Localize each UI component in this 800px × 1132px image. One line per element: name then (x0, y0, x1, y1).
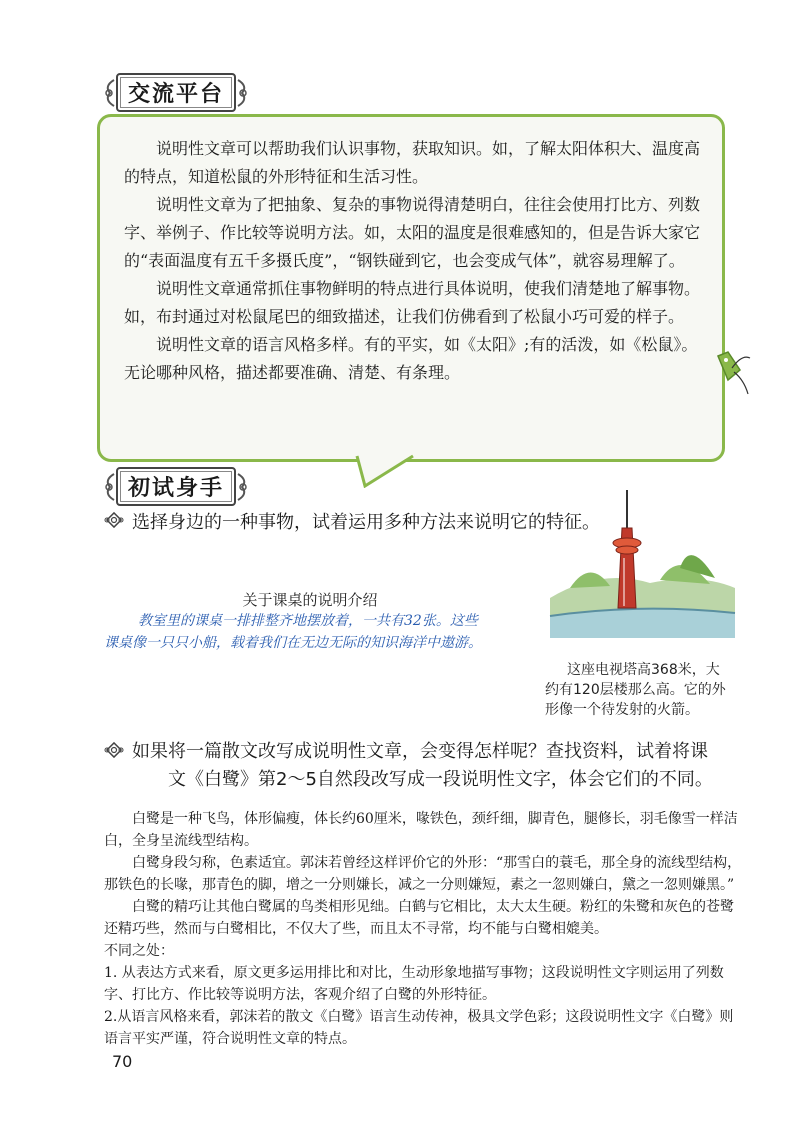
page-number: 70 (112, 1052, 133, 1071)
section-banner-exchange (102, 73, 250, 112)
section-banner-try (102, 467, 250, 506)
diff-heading: 不同之处： (104, 943, 174, 959)
section-title-exchange: 交流平台 (116, 73, 236, 112)
task-2-line-2: 文《白鹭》第2～5自然段改写成一段说明性文字，体会它们的不同。 (168, 769, 713, 790)
knot-bullet-icon (104, 740, 124, 760)
task-2-line-1: 如果将一篇散文改写成说明性文章，会变得怎样呢？查找资料，试着将课 (132, 741, 708, 762)
desk-line-2: 课桌像一只只小船，载着我们在无边无际的知识海洋中遨游。 (104, 635, 482, 651)
ornament-right-icon (236, 78, 250, 108)
essay-paragraph: 白鹭身段匀称，色素适宜。郭沫若曾经这样评价它的外形：“那雪白的蓑毛，那全身的流线型结构，那铁色的长喙，那青色的脚，增之一分则嫌长，减之一分则嫌短，素之一忽则嫌白，黛之一忽则嫌黑。” (104, 855, 742, 893)
ornament-left-icon (102, 472, 116, 502)
tower-caption-line-3: 形像一个待发射的火箭。 (545, 702, 699, 718)
desk-example-title: 关于课桌的说明介绍 (242, 591, 378, 609)
bookmark-tag-icon (712, 350, 752, 396)
ornament-right-icon (236, 472, 250, 502)
task-2 (104, 738, 744, 794)
bubble-paragraph: 说明性文章为了把抽象、复杂的事物说得清楚明白，往往会使用打比方、列数字、举例子、作比较等说明方法。如，太阳的温度是很难感知的，但是告诉大家它的“表面温度有五千多摄氏度”，“钢铁碰到它，也会变成气体”，就容易理解了。 (124, 195, 701, 270)
desk-example-text (104, 610, 524, 654)
bubble-content (124, 135, 708, 387)
desk-line-1: 教室里的课桌一排排整齐地摆放着，一共有32张。这些 (138, 613, 478, 629)
essay-example (104, 808, 744, 1050)
tower-caption (545, 660, 745, 720)
bubble-paragraph: 说明性文章通常抓住事物鲜明的特点进行具体说明，使我们清楚地了解事物。如，布封通过对松鼠尾巴的细致描述，让我们仿佛看到了松鼠小巧可爱的样子。 (124, 279, 701, 326)
bubble-paragraph: 说明性文章的语言风格多样。有的平实，如《太阳》;有的活泼，如《松鼠》。无论哪种风格，描述都要准确、清楚、有条理。 (124, 335, 698, 382)
task-2-text (132, 738, 713, 794)
bubble-paragraph: 说明性文章可以帮助我们认识事物，获取知识。如，了解太阳体积大、温度高的特点，知道松鼠的外形特征和生活习性。 (124, 139, 701, 186)
ornament-left-icon (102, 78, 116, 108)
section-title-try: 初试身手 (116, 467, 236, 506)
diff-point-2: 2.从语言风格来看，郭沫若的散文《白鹭》语言生动传神，极具文学色彩；这段说明性文字《白鹭》则语言平实严谨，符合说明性文章的特点。 (104, 1009, 734, 1047)
task-1 (104, 508, 600, 534)
knot-bullet-icon (104, 510, 124, 530)
tv-tower-illustration (540, 488, 740, 658)
exchange-bubble (97, 114, 725, 462)
bubble-tail (355, 440, 415, 488)
tower-caption-line-2: 约有120层楼那么高。它的外 (545, 682, 726, 698)
essay-paragraph: 白鹭是一种飞鸟，体形偏瘦，体长约60厘米，喙铁色，颈纤细，脚青色，腿修长，羽毛像雪一样洁白，全身呈流线型结构。 (104, 811, 738, 849)
diff-point-1: 1. 从表达方式来看，原文更多运用排比和对比，生动形象地描写事物；这段说明性文字则运用了列数字、打比方、作比较等说明方法，客观介绍了白鹭的外形特征。 (104, 965, 724, 1003)
task-1-text: 选择身边的一种事物，试着运用多种方法来说明它的特征。 (132, 512, 600, 533)
tower-caption-line-1: 这座电视塔高368米，大 (567, 662, 720, 678)
essay-paragraph: 白鹭的精巧让其他白鹭属的鸟类相形见绌。白鹤与它相比，太大太生硬。粉红的朱鹭和灰色的苍鹭还精巧些，然而与白鹭相比，不仅大了些，而且太不寻常，均不能与白鹭相媲美。 (104, 899, 734, 937)
